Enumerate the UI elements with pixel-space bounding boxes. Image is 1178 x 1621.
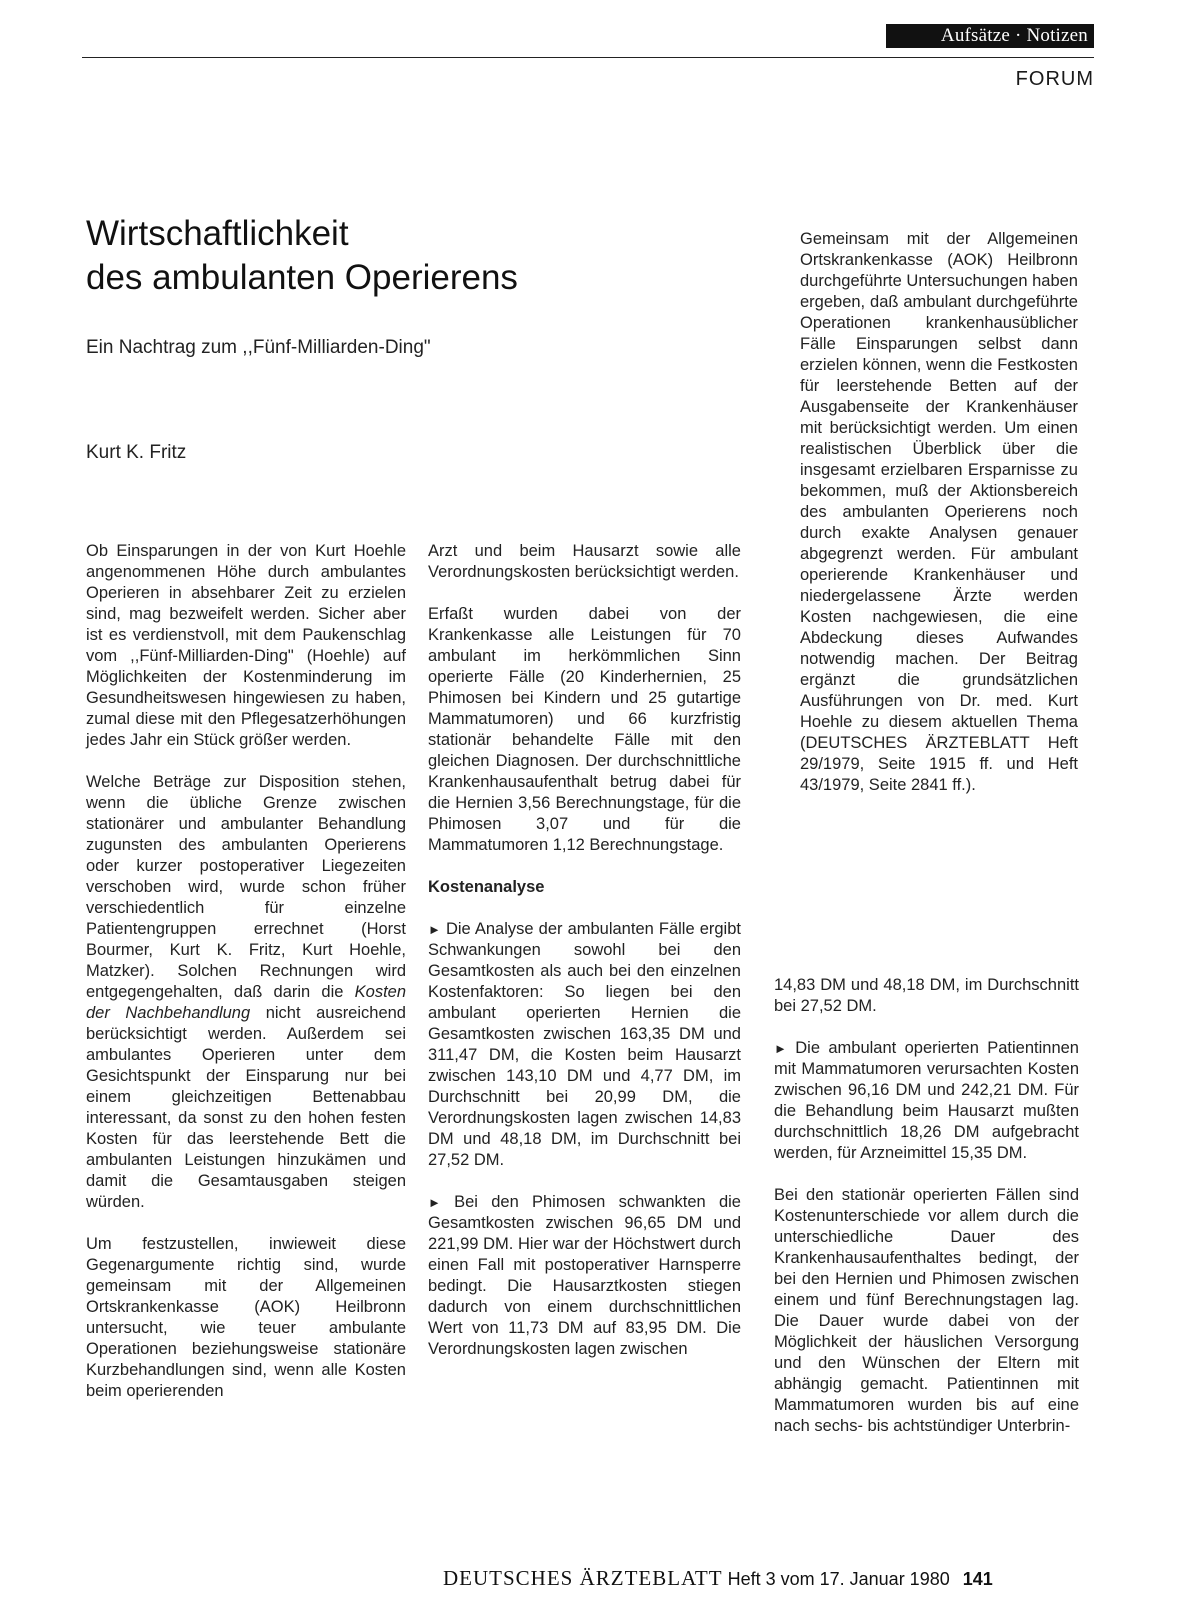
emphasis-text: Kosten der Nachbehandlung xyxy=(86,983,407,1022)
column-3 xyxy=(774,975,1079,1458)
triangle-bullet-icon: ► xyxy=(428,922,441,937)
intro-summary xyxy=(800,229,1078,817)
bullet-text: Die ambulant operierten Patientinnen mit Mammatumoren verursachten Kosten zwischen 96,16 DM und 242,21 DM. Für die Behandlung beim Hausarzt mußten durchschnittlich 18,26 DM aufgebracht werden, für Arzneimittel 15,35 DM. xyxy=(774,1039,1079,1162)
page-number: 141 xyxy=(962,1569,993,1589)
paragraph: Bei den stationär operierten Fällen sind Kostenunterschiede vor allem durch die unterschiedliche Dauer des Krankenhausaufenthaltes bedingt, der bei den Hernien und Phimosen zwischen einem und fünf Berechnungstagen lag. Die Dauer wurde dabei von der Möglichkeit der häuslichen Versorgung und den Wünschen der Eltern mit abhängig gemacht. Patientinnen mit Mammatumoren wurden bis auf eine nach sechs- bis achtstündiger Unterbrin- xyxy=(774,1186,1079,1435)
triangle-bullet-icon: ► xyxy=(774,1041,787,1056)
article-subtitle: Ein Nachtrag zum ,,Fünf-Milliarden-Ding" xyxy=(86,337,431,358)
issue-info: Heft 3 vom 17. Januar 1980 xyxy=(727,1569,950,1589)
paragraph xyxy=(86,772,406,1213)
journal-name: DEUTSCHES ÄRZTEBLATT xyxy=(443,1566,723,1590)
header-rule xyxy=(82,57,1094,58)
column-2 xyxy=(428,541,741,1381)
paragraph-text: Welche Beträge zur Disposition stehen, wenn die übliche Grenze zwischen stationärer und ambulanter Behandlung zugunsten des ambulanten Operierens oder kurzer postoperativer Liegezeiten verschoben wird, wurde schon früher verschiedentlich für einzelne Patientengruppen errechnet (Horst Bourmer, Kurt K. Fritz, Kurt Hoehle, Matzker). Solchen Rechnungen wird entgegengehalten, daß darin die xyxy=(86,773,406,1001)
section-label: FORUM xyxy=(1015,68,1094,90)
section-badge: Aufsätze · Notizen xyxy=(886,24,1094,48)
paragraph: Arzt und beim Hausarzt sowie alle Verordnungskosten berücksichtigt werden. xyxy=(428,542,741,581)
bullet-paragraph xyxy=(774,1038,1079,1164)
paragraph: Um festzustellen, inwieweit diese Gegenargumente richtig sind, wurde gemeinsam mit der Allgemeinen Ortskrankenkasse (AOK) Heilbronn untersucht, wie teuer ambulante Operationen beziehungsweise stationäre Kurzbehandlungen sind, wenn alle Kosten beim operierenden xyxy=(86,1235,406,1400)
triangle-bullet-icon: ► xyxy=(428,1195,441,1210)
title-line-1: Wirtschaftlichkeit xyxy=(86,214,349,253)
bullet-text: Bei den Phimosen schwankten die Gesamtkosten zwischen 96,65 DM und 221,99 DM. Hier war der Höchstwert durch einen Fall mit postoperativer Harnsperre bedingt. Die Hausarztkosten stiegen dadurch von einem durchschnittlichen Wert von 11,73 DM auf 83,95 DM. Die Verordnungskosten lagen zwischen xyxy=(428,1193,741,1358)
paragraph: 14,83 DM und 48,18 DM, im Durchschnitt bei 27,52 DM. xyxy=(774,976,1079,1015)
paragraph: Erfaßt wurden dabei von der Krankenkasse alle Leistungen für 70 ambulant im herkömmlichen Sinn operierte Fälle (20 Kinderhernien, 25 Phimosen bei Kindern und 25 gutartige Mammatumoren) und 66 kurzfristig stationär behandelte Fälle mit den gleichen Diagnosen. Der durchschnittliche Krankenhausaufenthalt betrug dabei für die Hernien 3,56 Berechnungstage, für die Phimosen 3,07 und für die Mammatumoren 1,12 Berechnungstage. xyxy=(428,605,741,854)
section-heading: Kostenanalyse xyxy=(428,878,545,896)
page-footer xyxy=(443,1566,993,1591)
article-title xyxy=(86,212,518,300)
bullet-text: Die Analyse der ambulanten Fälle ergibt Schwankungen sowohl bei den Gesamtkosten als auch bei den einzelnen Kostenfaktoren: So liegen bei den ambulant operierten Hernien die Gesamtkosten zwischen 163,35 DM und 311,47 DM, die Kosten beim Hausarzt zwischen 143,10 DM und 4,77 DM, im Durchschnitt bei 20,99 DM, die Verordnungskosten lagen zwischen 14,83 DM und 48,18 DM, im Durchschnitt bei 27,52 DM. xyxy=(428,920,741,1169)
summary-paragraph: Gemeinsam mit der Allgemeinen Ortskrankenkasse (AOK) Heilbronn durchgeführte Untersuchungen haben ergeben, daß ambulant durchgeführte Operationen krankenhausüblicher Fälle Einsparungen selbst dann erzielen können, wenn die Festkosten für leerstehende Betten auf der Ausgabenseite der Krankenhäuser mit berücksichtigt werden. Um einen realistischen Überblick über die insgesamt erzielbaren Ersparnisse zu bekommen, muß der Aktionsbereich des ambulanten Operierens noch durch exakte Analysen genauer abgegrenzt werden. Für ambulant operierende Krankenhäuser und niedergelassene Ärzte werden Kosten nachgewiesen, die eine Abdeckung dieses Aufwandes notwendig machen. Der Beitrag ergänzt die grundsätzlichen Ausführungen von Dr. med. Kurt Hoehle zu diesem aktuellen Thema (DEUTSCHES ÄRZTEBLATT Heft 29/1979, Seite 1915 ff. und Heft 43/1979, Seite 2841 ff.). xyxy=(800,230,1078,794)
paragraph-text: nicht ausreichend berücksichtigt werden. Außerdem sei ambulantes Operieren unter dem Gesichtspunkt der Einsparung nur bei einem gleichzeitigen Bettenabbau interessant, da sonst zu den hohen festen Kosten für das leerstehende Bett die ambulanten Leistungen hinzukämen und damit die Gesamtausgaben steigen würden. xyxy=(86,1004,406,1211)
paragraph: Ob Einsparungen in der von Kurt Hoehle angenommenen Höhe durch ambulantes Operieren in absehbarer Zeit zu erzielen sind, mag bezweifelt werden. Sicher aber ist es verdienstvoll, mit dem Paukenschlag vom ,,Fünf-Milliarden-Ding" (Hoehle) auf Möglichkeiten der Kostenminderung im Gesundheitswesen hingewiesen zu haben, zumal diese mit den Pflegesatzerhöhungen jedes Jahr ein Stück größer werden. xyxy=(86,542,406,749)
column-1 xyxy=(86,541,406,1423)
bullet-paragraph xyxy=(428,1192,741,1360)
title-line-2: des ambulanten Operierens xyxy=(86,258,518,297)
article-author: Kurt K. Fritz xyxy=(86,442,187,463)
bullet-paragraph xyxy=(428,919,741,1171)
